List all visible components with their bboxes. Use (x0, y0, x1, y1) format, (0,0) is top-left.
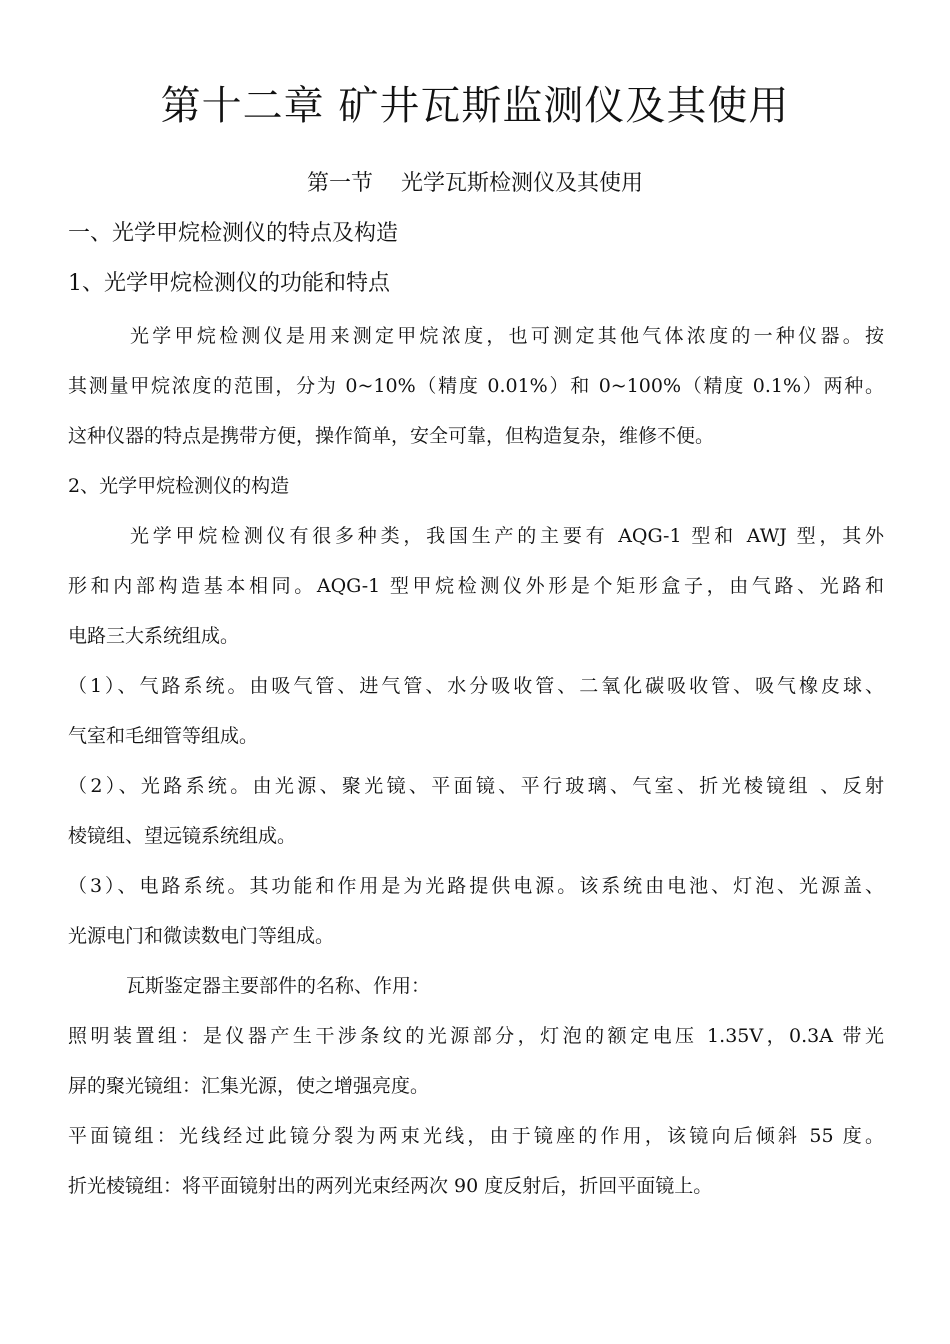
heading-features-structure: 一、光学甲烷检测仪的特点及构造 (68, 221, 399, 246)
list-item-optical-system-cont: 棱镜组、望远镜系统组成。 (68, 825, 297, 847)
section-title: 第一节 光学瓦斯检测仪及其使用 (307, 171, 643, 196)
list-item-gas-system: （1）、气路系统。由吸气管、进气管、水分吸收管、二氧化碳吸收管、吸气橡皮球、 (68, 675, 884, 697)
part-prism: 折光棱镜组：将平面镜射出的两列光束经两次 90 度反射后，折回平面镜上。 (68, 1175, 713, 1197)
list-item-circuit-system-cont: 光源电门和微读数电门等组成。 (68, 925, 335, 947)
part-lighting-cont: 屏的聚光镜组：汇集光源，使之增强亮度。 (68, 1075, 430, 1097)
part-plane-mirror: 平面镜组：光线经过此镜分裂为两束光线，由于镜座的作用，该镜向后倾斜 55 度。 (68, 1125, 884, 1147)
heading-function-features: 1、光学甲烷检测仪的功能和特点 (68, 271, 390, 296)
heading-structure: 2、光学甲烷检测仪的构造 (68, 475, 290, 497)
paragraph-line: 形和内部构造基本相同。AQG-1 型甲烷检测仪外形是个矩形盒子，由气路、光路和 (68, 575, 884, 597)
paragraph-line: 光学甲烷检测仪是用来测定甲烷浓度，也可测定其他气体浓度的一种仪器。按 (130, 325, 884, 347)
chapter-title: 第十二章 矿井瓦斯监测仪及其使用 (160, 83, 790, 129)
list-item-optical-system: （2）、光路系统。由光源、聚光镜、平面镜、平行玻璃、气室、折光棱镜组 、反射 (68, 775, 884, 797)
list-item-circuit-system: （3）、电路系统。其功能和作用是为光路提供电源。该系统由电池、灯泡、光源盖、 (68, 875, 884, 897)
parts-intro: 瓦斯鉴定器主要部件的名称、作用： (126, 975, 431, 997)
paragraph-line: 电路三大系统组成。 (68, 625, 240, 647)
part-lighting: 照明装置组：是仪器产生干涉条纹的光源部分，灯泡的额定电压 1.35V，0.3A 带光 (68, 1025, 884, 1047)
paragraph-line: 这种仪器的特点是携带方便，操作简单，安全可靠，但构造复杂，维修不便。 (68, 425, 715, 447)
paragraph-line: 其测量甲烷浓度的范围，分为 0~10%（精度 0.01%）和 0~100%（精度 0.1%）两种。 (68, 375, 884, 397)
list-item-gas-system-cont: 气室和毛细管等组成。 (68, 725, 259, 747)
paragraph-line: 光学甲烷检测仪有很多种类，我国生产的主要有 AQG-1 型和 AWJ 型，其外 (130, 525, 884, 547)
